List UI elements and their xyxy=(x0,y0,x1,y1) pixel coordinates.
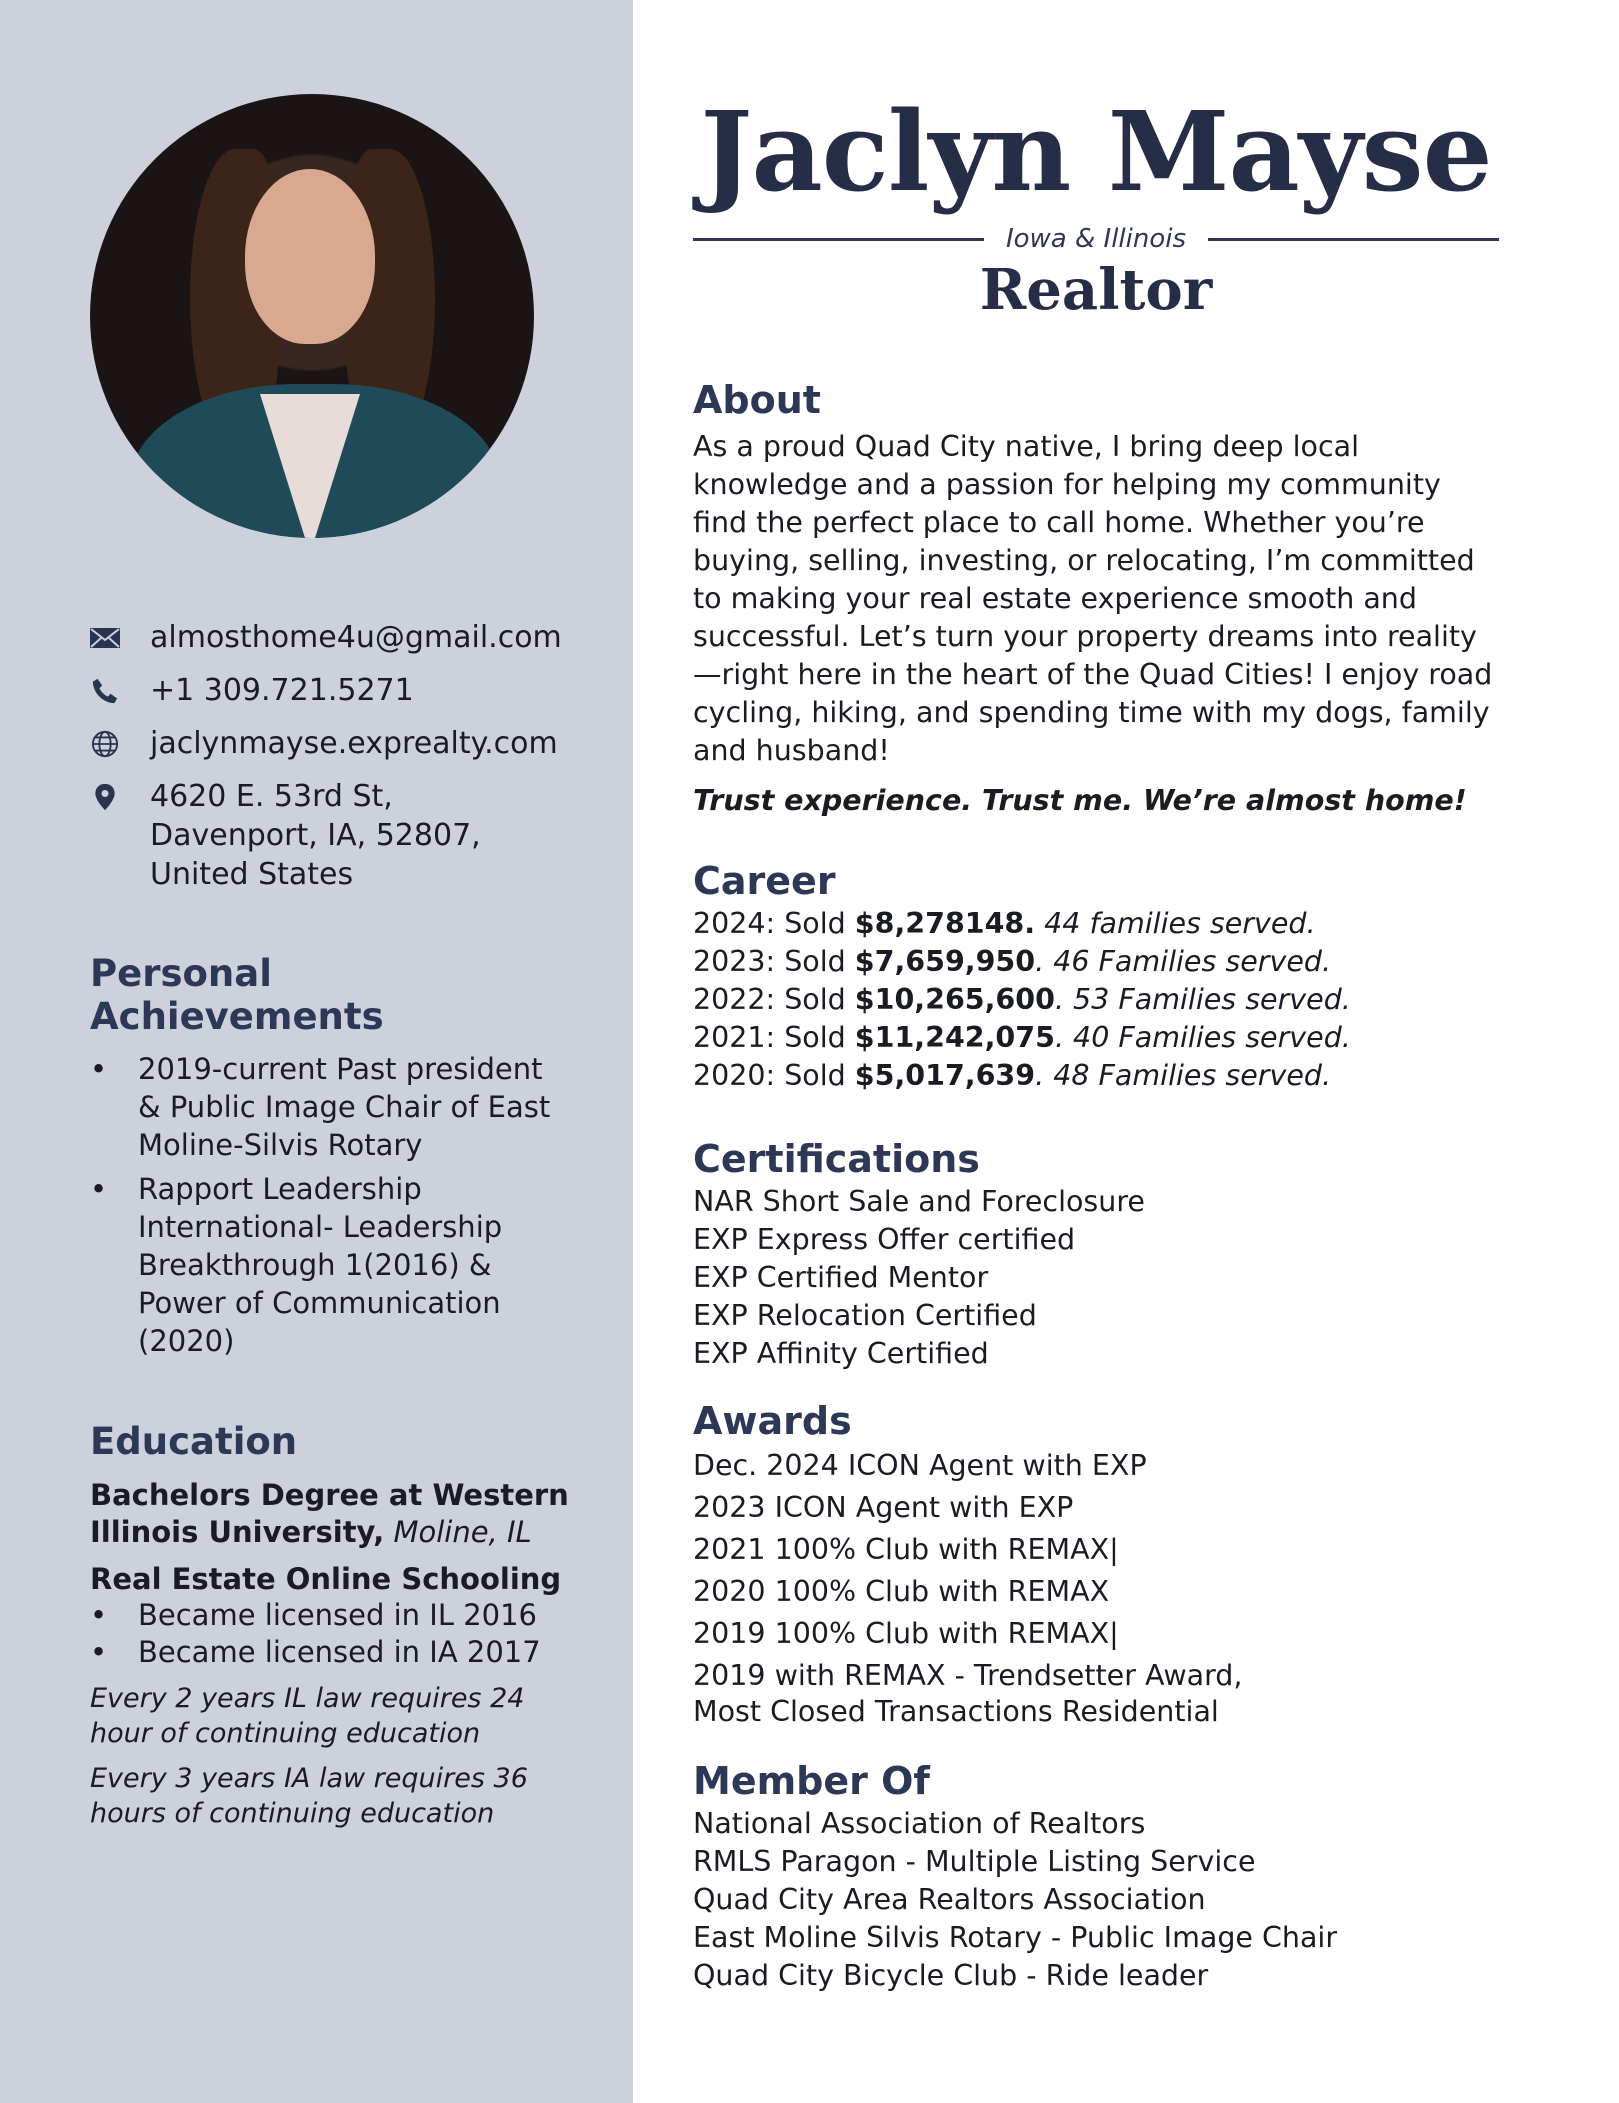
role-title: Realtor xyxy=(979,257,1213,323)
globe-icon xyxy=(90,724,150,758)
license-list xyxy=(90,1597,573,1671)
address-text: 4620 E. 53rd St, Davenport, IA, 52807, United States xyxy=(150,779,481,892)
email-text[interactable]: almosthome4u@gmail.com xyxy=(150,620,562,655)
career-row: 2022: Sold $10,265,600. 53 Families served. xyxy=(693,983,1351,1016)
school-title: Real Estate Online Schooling xyxy=(90,1562,562,1596)
membership-item: Quad City Bicycle Club - Ride leader xyxy=(693,1959,1209,1992)
profile-photo xyxy=(90,94,534,538)
awards-list xyxy=(693,1445,1499,1727)
contact-email xyxy=(90,618,573,657)
award-item: 2019 100% Club with REMAX| xyxy=(693,1617,1119,1650)
il-note: Every 2 years IL law requires 24 hour of continuing education xyxy=(90,1683,525,1749)
license-item: • Became licensed in IL 2016 xyxy=(90,1597,573,1634)
personal-achievements-section xyxy=(90,952,573,1360)
degree-title: Bachelors Degree at Western Illinois University, xyxy=(90,1478,569,1549)
certification-item: EXP Express Offer certified xyxy=(693,1223,1076,1256)
contact-phone xyxy=(90,671,573,710)
awards-section xyxy=(693,1397,1499,1727)
divider xyxy=(1208,238,1499,241)
certification-item: NAR Short Sale and Foreclosure xyxy=(693,1185,1145,1218)
member-of-section xyxy=(693,1757,1499,1995)
sidebar xyxy=(0,0,633,2103)
achievement-item: • Rapport Leadership International- Leadership Breakthrough 1(2016) & Power of Communication (2020) xyxy=(90,1170,573,1360)
membership-item: Quad City Area Realtors Association xyxy=(693,1883,1206,1916)
achievement-item: • 2019-current Past president & Public Image Chair of East Moline-Silvis Rotary xyxy=(90,1050,573,1164)
membership-item: National Association of Realtors xyxy=(693,1807,1146,1840)
achievements-list xyxy=(90,1050,573,1360)
license-item: • Became licensed in IA 2017 xyxy=(90,1634,573,1671)
certification-item: EXP Relocation Certified xyxy=(693,1299,1037,1332)
education-section xyxy=(90,1420,573,1831)
certifications-list xyxy=(693,1183,1499,1373)
career-row: 2023: Sold $7,659,950. 46 Families served. xyxy=(693,945,1332,978)
award-item: 2021 100% Club with REMAX| xyxy=(693,1533,1119,1566)
member-of-heading: Member Of xyxy=(693,1759,930,1803)
award-item: 2019 with REMAX - Trendsetter Award, xyxy=(693,1659,1243,1692)
contact-list xyxy=(90,618,573,894)
membership-item: East Moline Silvis Rotary - Public Image Chair xyxy=(693,1921,1338,1954)
website-text[interactable]: jaclynmayse.exprealty.com xyxy=(150,726,558,761)
phone-text[interactable]: +1 309.721.5271 xyxy=(150,673,414,708)
degree-place: Moline, IL xyxy=(393,1515,532,1549)
award-item: 2023 ICON Agent with EXP xyxy=(693,1491,1074,1524)
location-line xyxy=(693,224,1499,254)
tagline: Trust experience. Trust me. We’re almost home! xyxy=(693,784,1467,817)
about-section xyxy=(693,376,1499,817)
person-name: Jaclyn Mayse xyxy=(700,87,1492,216)
ia-note: Every 3 years IA law requires 36 hours of continuing education xyxy=(90,1763,528,1829)
award-item: Dec. 2024 ICON Agent with EXP xyxy=(693,1449,1147,1482)
career-row: 2021: Sold $11,242,075. 40 Families served. xyxy=(693,1021,1351,1054)
membership-item: RMLS Paragon - Multiple Listing Service xyxy=(693,1845,1256,1878)
about-text: As a proud Quad City native, I bring deep local knowledge and a passion for helping my community find the perfect place to call home. Whether you’re buying, selling, investing, or relocating, I’m committed to making your real estate experience smooth and successful. Let’s turn your property dreams into reality—right here in the heart of the Quad Cities! I enjoy road cycling, hiking, and spending time with my dogs, family and husband! xyxy=(693,430,1493,767)
phone-icon xyxy=(90,671,150,705)
education-heading: Education xyxy=(90,1420,298,1463)
member-of-list xyxy=(693,1805,1499,1995)
location-text: Iowa & Illinois xyxy=(1005,224,1187,254)
career-row: 2024: Sold $8,278148. 44 families served. xyxy=(693,907,1316,940)
career-heading: Career xyxy=(693,859,836,903)
contact-address xyxy=(90,777,573,894)
achievements-heading: Personal Achievements xyxy=(90,952,384,1038)
award-item: 2020 100% Club with REMAX xyxy=(693,1575,1110,1608)
career-list xyxy=(693,905,1499,1095)
map-pin-icon xyxy=(90,777,150,811)
envelope-icon xyxy=(90,618,150,652)
divider xyxy=(693,238,984,241)
awards-heading: Awards xyxy=(693,1399,852,1443)
career-section xyxy=(693,857,1499,1095)
certifications-section xyxy=(693,1135,1499,1373)
contact-website xyxy=(90,724,573,763)
award-item: Most Closed Transactions Residential xyxy=(693,1695,1219,1728)
career-row: 2020: Sold $5,017,639. 48 Families served. xyxy=(693,1059,1332,1092)
main-content xyxy=(633,0,1619,2103)
about-heading: About xyxy=(693,378,821,422)
degree xyxy=(90,1477,573,1551)
certification-item: EXP Certified Mentor xyxy=(693,1261,989,1294)
certification-item: EXP Affinity Certified xyxy=(693,1337,989,1370)
certifications-heading: Certifications xyxy=(693,1137,980,1181)
